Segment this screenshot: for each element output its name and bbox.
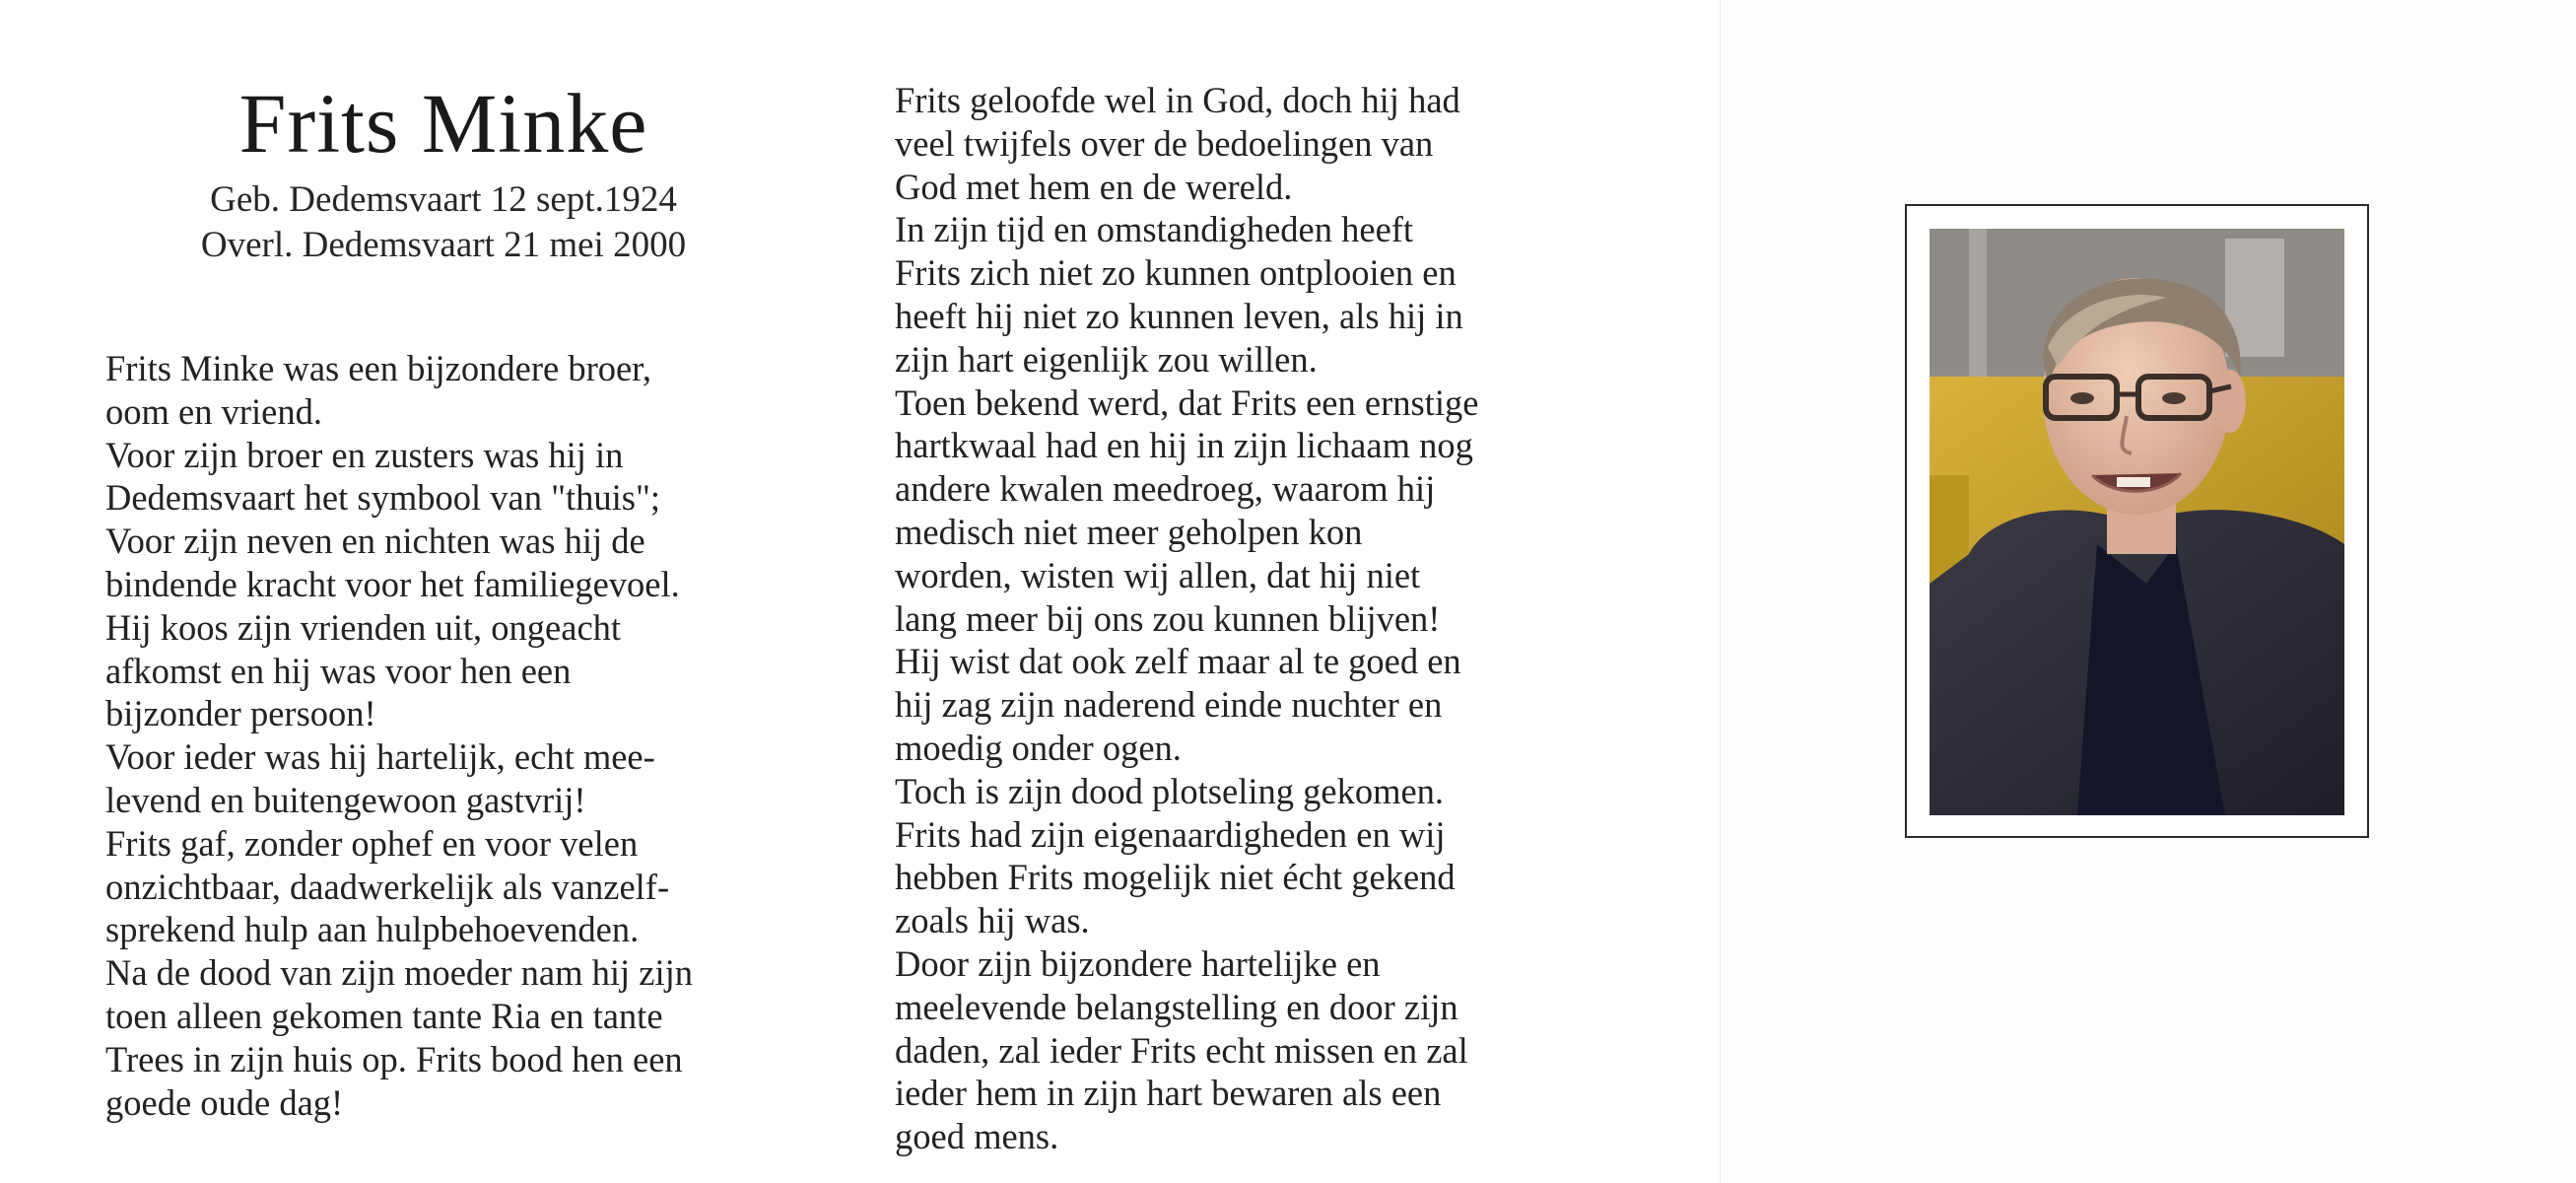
text-line: worden, wisten wij allen, dat hij niet [895, 554, 1421, 595]
text-line: goede oude dag! [105, 1081, 344, 1123]
text-line: hebben Frits mogelijk niet écht gekend [895, 857, 1456, 898]
text-line: levend en buitengewoon gastvrij! [105, 779, 586, 820]
text-line: andere kwalen meedroeg, waarom hij [895, 468, 1436, 510]
text-line: Dedemsvaart het symbool van "thuis"; [105, 477, 661, 519]
text-line: oom en vriend. [105, 390, 322, 432]
text-line: lang meer bij ons zou kunnen blijven! [895, 597, 1441, 639]
text-line: hij zag zijn naderend einde nuchter en [895, 684, 1443, 726]
text-line: sprekend hulp aan hulpbehoevenden. [105, 909, 640, 950]
deceased-name: Frits Minke [238, 76, 648, 171]
text-line: zijn hart eigenlijk zou willen. [895, 338, 1318, 380]
text-line: God met hem en de wereld. [895, 166, 1293, 207]
portrait-frame [1905, 204, 2369, 838]
portrait-photo [1930, 229, 2344, 815]
text-line: Toen bekend werd, dat Frits een ernstige [895, 382, 1479, 423]
card-header [99, 69, 788, 268]
text-line: Door zijn bijzondere hartelijke en [895, 942, 1381, 984]
text-line: Trees in zijn huis op. Frits bood hen een [105, 1038, 683, 1079]
text-column-middle [895, 79, 1478, 1158]
text-line: Hij wist dat ook zelf maar al te goed en [895, 641, 1461, 682]
text-line: onzichtbaar, daadwerkelijk als vanzelf- [105, 866, 670, 907]
text-line: Toch is zijn dood plotseling gekomen. [895, 770, 1445, 811]
text-line: Frits geloofde wel in God, doch hij had [895, 80, 1460, 120]
text-line: bijzonder persoon! [105, 693, 376, 734]
text-column-left [105, 347, 693, 1124]
text-line: moedig onder ogen. [895, 727, 1182, 768]
text-line: daden, zal ieder Frits echt missen en zal [895, 1029, 1468, 1071]
text-line: Voor zijn broer en zusters was hij in [105, 434, 624, 475]
text-line: heeft hij niet zo kunnen leven, als hij in [895, 295, 1463, 336]
text-line: medisch niet meer geholpen kon [895, 511, 1363, 552]
text-line: goed mens. [895, 1116, 1059, 1157]
text-line: Frits zich niet zo kunnen ontplooien en [895, 252, 1457, 294]
text-line: zoals hij was. [895, 900, 1090, 941]
text-line: ieder hem in zijn hart bewaren als een [895, 1073, 1442, 1114]
birth-line: Geb. Dedemsvaart 12 sept.1924 [210, 179, 677, 220]
text-line: Frits had zijn eigenaardigheden en wij [895, 813, 1446, 855]
text-line: hartkwaal had en hij in zijn lichaam nog [895, 425, 1473, 466]
text-line: Voor ieder was hij hartelijk, echt mee- [105, 736, 655, 778]
text-line: Hij koos zijn vrienden uit, ongeacht [105, 606, 622, 648]
text-line: Na de dood van zijn moeder nam hij zijn [105, 952, 693, 994]
text-line: afkomst en hij was voor hen een [105, 650, 572, 691]
text-line: Frits gaf, zonder ophef en voor velen [105, 822, 639, 864]
text-line: veel twijfels over de bedoelingen van [895, 122, 1434, 164]
portrait-illustration [1930, 229, 2344, 815]
text-line: bindende kracht voor het familiegevoel. [105, 563, 680, 604]
text-line: Voor zijn neven en nichten was hij de [105, 521, 645, 562]
text-line: In zijn tijd en omstandigheden heeft [895, 209, 1414, 250]
text-line: Frits Minke was een bijzondere broer, [105, 348, 651, 388]
text-line: toen alleen gekomen tante Ria en tante [105, 995, 663, 1036]
text-line: meelevende belangstelling en door zijn [895, 986, 1458, 1027]
death-line: Overl. Dedemsvaart 21 mei 2000 [200, 225, 687, 265]
